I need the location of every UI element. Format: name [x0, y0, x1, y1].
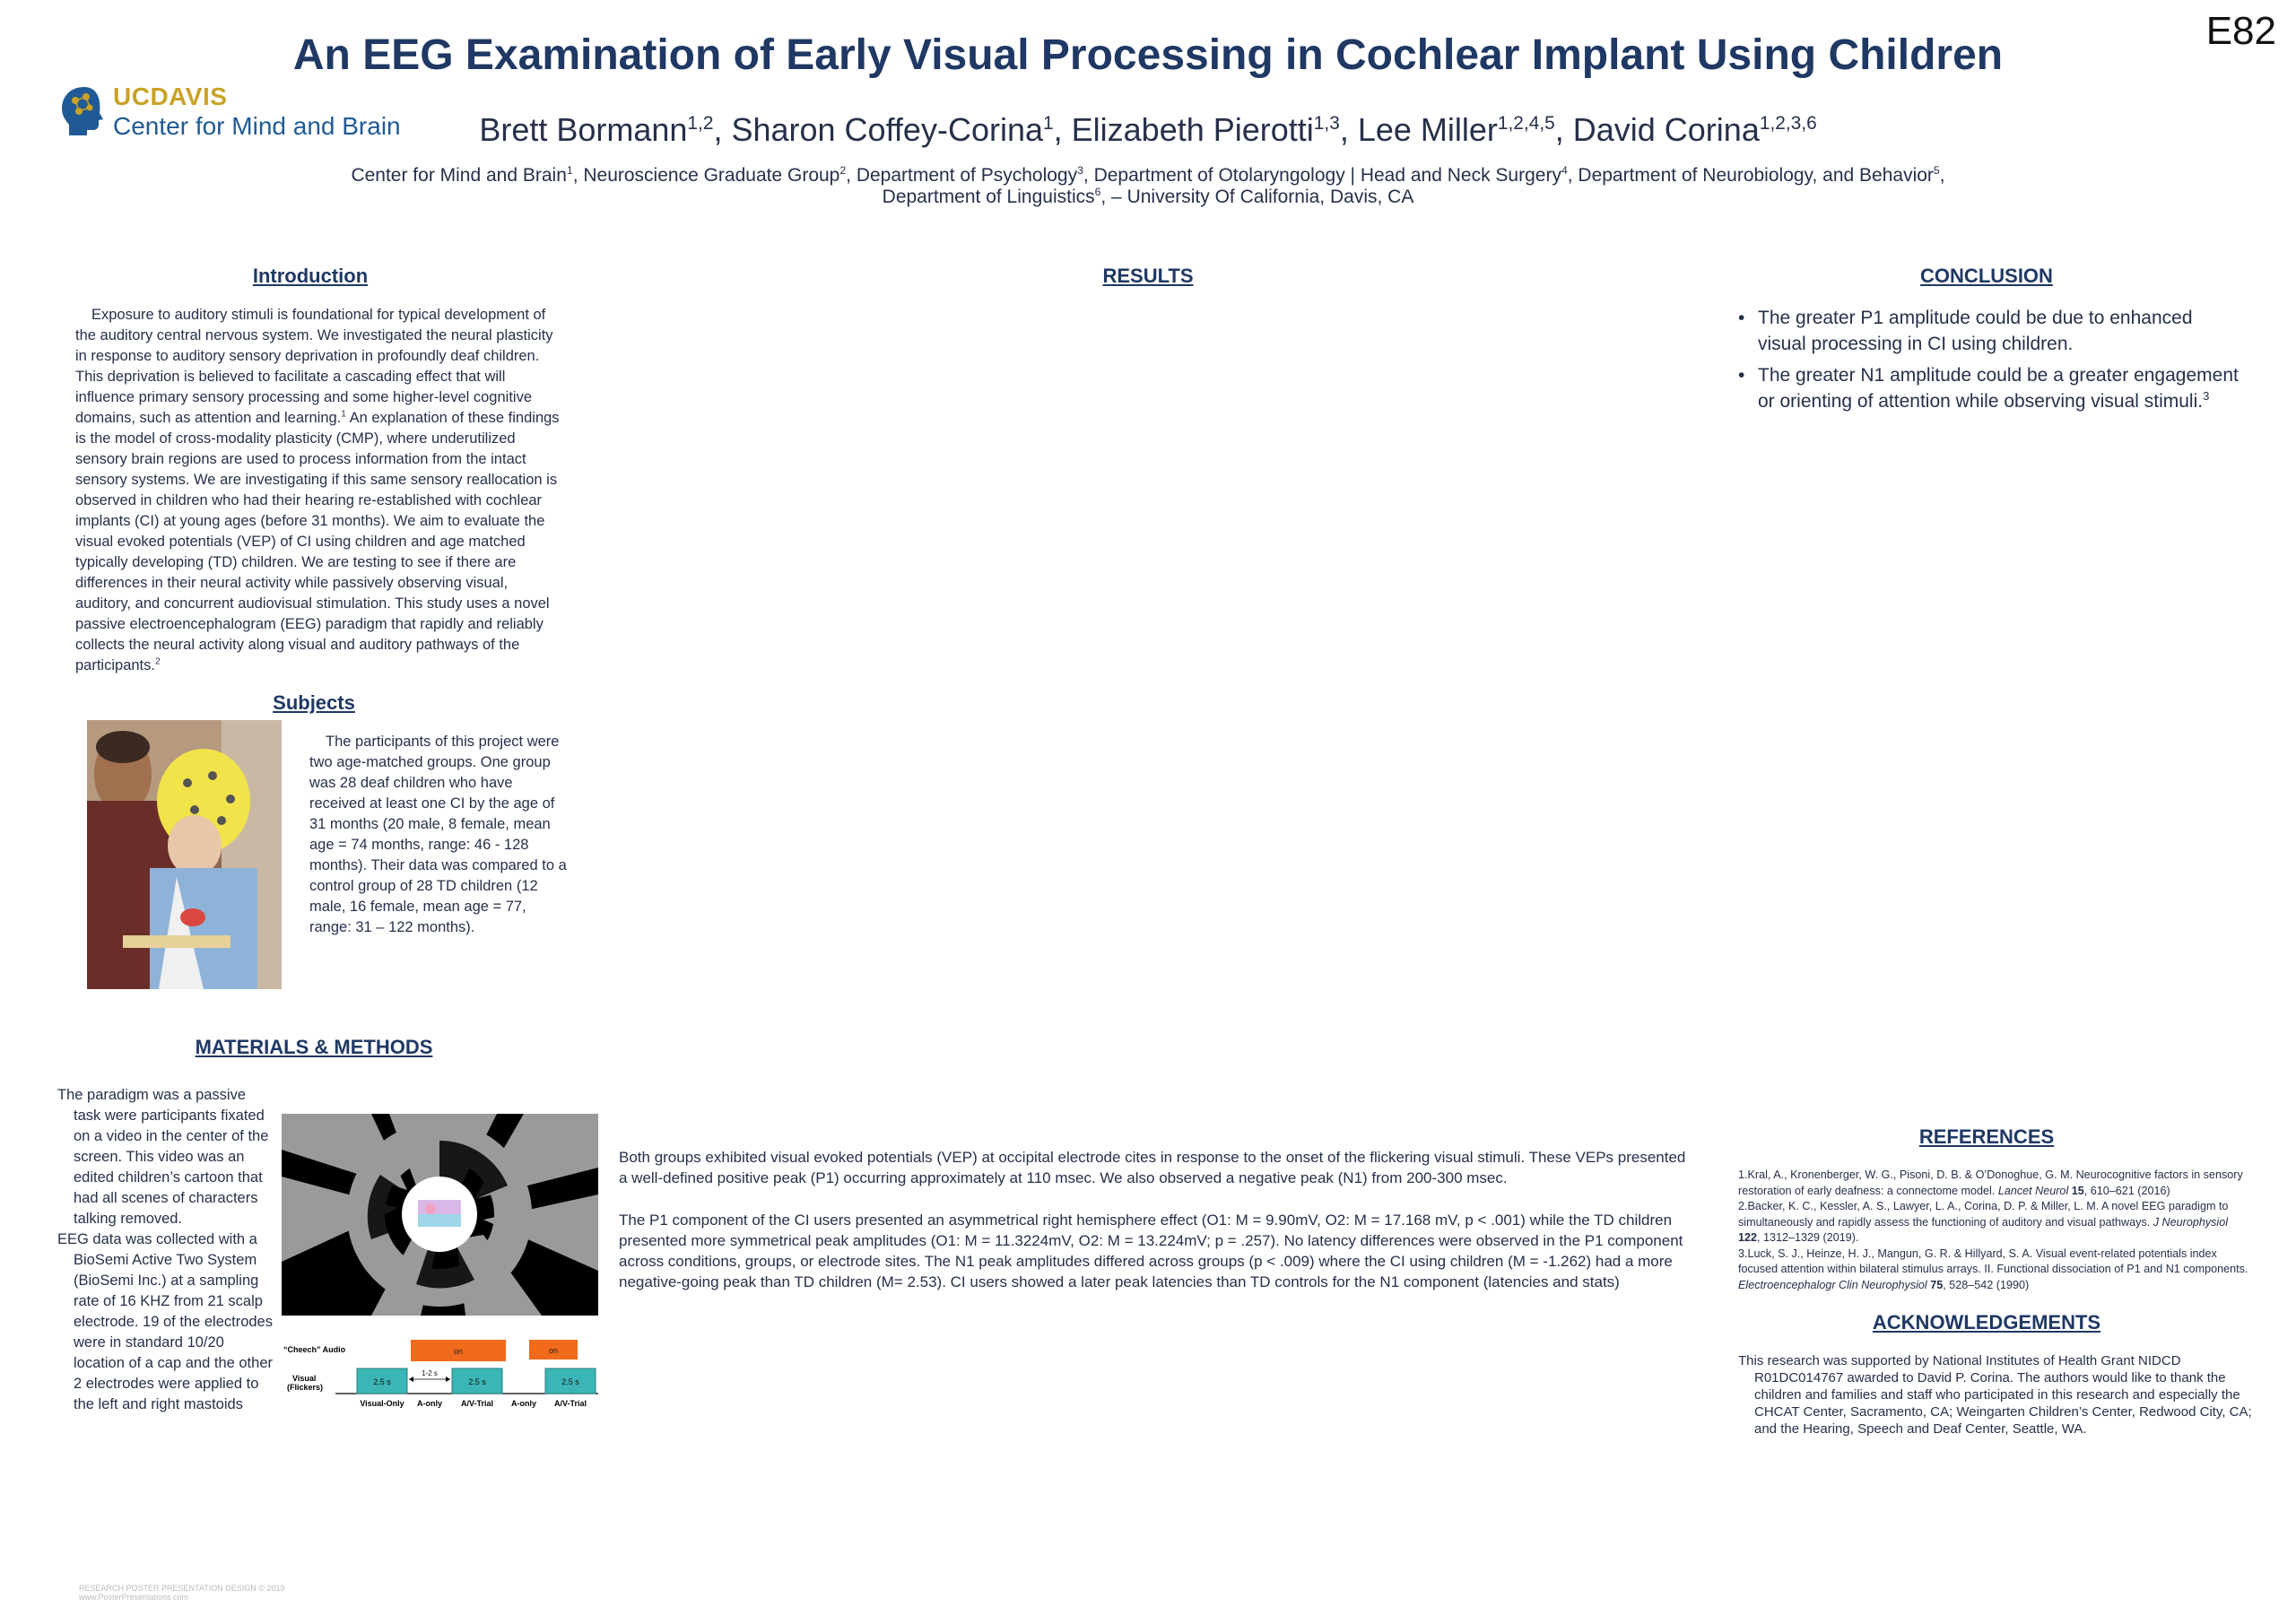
acknowledgements-text: This research was supported by National Institutes of Health Grant NIDCD R01DC014767 awarded to David P. Corina. The authors would like to thank the children and families and staff who participated in this research and especially the CHCAT Center, Sacramento, CA; Weingarten Children’s Center, Redwood City, CA; and the Hearing, Speech and Deaf Center, Seattle, WA.	[1738, 1353, 2252, 1437]
author-name: Sharon Coffey-Corina	[731, 111, 1043, 148]
methods-item: The paradigm was a passive task were participants fixated on a video in the center of the screen. This video was an edited children’s cartoon that had all scenes of characters talking removed.	[57, 1087, 269, 1227]
logo-wordmark: UCDAVIS	[113, 83, 228, 110]
poster-title: An EEG Examination of Early Visual Processing in Cochlear Implant Using Children	[292, 31, 2004, 79]
block-duration-label: 2.5 s	[373, 1377, 391, 1386]
author-affil: 1,2,3,6	[1759, 113, 1817, 134]
segment-label: A/V-Trial	[553, 1399, 587, 1408]
author-list: Brett Bormann$^{1,2}$, Sharon Coffey-Corina$^1$, Elizabeth Pierotti$^{1,3}$, Lee Miller$^{1,2,4,5}$, David Corina$^{1,2,3,6}$	[479, 111, 1817, 148]
references-heading: REFERENCES	[1918, 1125, 2055, 1148]
segment-label: A/V-Trial	[460, 1399, 494, 1408]
introduction-text: Exposure to auditory stimuli is foundational for typical development of the auditory central nervous system. We investigated the neural plasticity in response to auditory sensory deprivation in profoundly deaf children. This deprivation is believed to facilitate a cascading effect that will influence primary sensory processing and some higher-level cognitive domains, such as attention and learning.$^1$ An explanation of these findings is the model of cross-modality plasticity (CMP), where underutilized sensory brain regions are used to process information from the intact sensory systems. We are investigating if this same sensory reallocation is observed in children who had their hearing re-established with cochlear implants (CI) at young ages (before 31 months). We aim to evaluate the visual evoked potentials (VEP) of CI using children and age matched typically developing (TD) children. We are testing to see if there are differences in their neural activity while passively observing visual, auditory, and concurrent audiovisual stimulation. This study uses a novel passive electroencephalogram (EEG) paradigm that rapidly and reliably collects the neural activity along visual and auditory pathways of the participants.$^2$	[75, 307, 560, 673]
gap-duration-label: 1-2 s	[422, 1369, 438, 1377]
block-duration-label: 2.5 s	[468, 1377, 486, 1386]
segment-label: Visual-Only	[360, 1399, 404, 1408]
subjects-heading: Subjects	[273, 691, 355, 714]
participant-photo	[87, 720, 282, 989]
audio-on-label: on	[453, 1347, 464, 1356]
conclusion-list	[1738, 305, 2240, 420]
author-name: David Corina	[1572, 111, 1760, 148]
audio-on-label: on	[548, 1346, 559, 1355]
timeline-visual-sublabel: (Flickers)	[287, 1383, 324, 1392]
flicker-stimulus-figure	[282, 1114, 598, 1316]
author-affil: 1	[1043, 113, 1054, 134]
affiliations-line-2: Department of Linguistics$^6$, – University Of California, Davis, CA	[882, 186, 1414, 207]
poster-watermark: RESEARCH POSTER PRESENTATION DESIGN © 2019 www.PosterPresentations.com	[79, 1584, 285, 1602]
segment-label: A-only	[511, 1399, 536, 1408]
results-heading: RESULTS	[1102, 265, 1194, 287]
acknowledgements-heading: ACKNOWLEDGEMENTS	[1872, 1311, 2101, 1333]
methods-list	[57, 1085, 273, 1415]
introduction-heading: Introduction	[252, 265, 369, 287]
author-name: Brett Bormann	[479, 111, 688, 148]
author-affil: 1,2	[687, 113, 714, 134]
author-affil: 1,2,4,5	[1497, 113, 1555, 134]
results-paragraph: The P1 component of the CI users presented an asymmetrical right hemisphere effect (O1: M = 9.90mV, O2: M = 17.168 mV, p < .001) while the TD children presented more symmetrical peak amplitudes (O1: M = 11.3224mV, O2: M = 13.224mV; p = .257). No latency differences were observed in the P1 component across conditions, groups, or electrode sites. The N1 peak amplitudes differed across groups (p < .009) where the CI using children (M = -1.262) had a more negative-going peak than TD children (M= 2.53). CI users showed a later peak latencies than TD controls for the N1 component (latencies and stats)	[619, 1212, 1683, 1290]
methods-heading: MATERIALS & METHODS	[195, 1036, 433, 1058]
conclusion-item: • The greater P1 amplitude could be due to enhanced visual processing in CI using children.	[1738, 305, 2240, 357]
affiliations-line-1: Center for Mind and Brain$^1$, Neuroscience Graduate Group$^2$, Department of Psychology$^3$, Department of Otolaryngology | Head and Neck Surgery$^4$, Department of Neurobiology, and Behavior$^5$,	[351, 164, 1945, 186]
references-list	[1738, 1168, 2249, 1293]
affiliations	[0, 165, 2296, 208]
block-duration-label: 2.5 s	[561, 1377, 579, 1386]
timeline-audio-label: “Cheech” Audio	[283, 1345, 346, 1354]
author-name: Lee Miller	[1357, 111, 1498, 148]
results-paragraph: Both groups exhibited visual evoked potentials (VEP) at occipital electrode cites in response to the onset of the flickering visual stimuli. These VEPs presented a well-defined positive peak (P1) occurring approximately at 110 msec. We also observed a negative peak (N1) from 200-300 msec.	[619, 1149, 1686, 1186]
segment-label: A-only	[417, 1399, 442, 1408]
author-name: Elizabeth Pierotti	[1071, 111, 1314, 148]
logo-unit: Center for Mind and Brain	[113, 112, 401, 140]
conclusion-item: • The greater N1 amplitude could be a greater engagement or orienting of attention while observing visual stimuli.$^3$	[1738, 362, 2240, 414]
subjects-text: The participants of this project were two age-matched groups. One group was 28 deaf children who have received at least one CI by the age of 31 months (20 male, 8 female, mean age = 74 months, range: 46 - 128 months). Their data was compared to a control group of 28 TD children (12 male, 16 female, mean age = 77, range: 31 – 122 months).	[309, 734, 567, 935]
conclusion-heading: CONCLUSION	[1920, 265, 2053, 287]
author-affil: 1,3	[1313, 113, 1340, 134]
poster-id: E82	[2205, 9, 2276, 53]
results-text	[619, 1147, 1695, 1314]
reference-item: 1.Kral, A., Kronenberger, W. G., Pisoni, D. B. & O’Donoghue, G. M. Neurocognitive factors in sensory restoration of early deafness: a connectome model. Lancet Neurol 15, 610–621 (2016)	[1738, 1168, 2243, 1197]
reference-item: 3.Luck, S. J., Heinze, H. J., Mangun, G. R. & Hillyard, S. A. Visual event-related potentials index focused attention within bilateral stimulus arrays. II. Functional dissociation of P1 and N1 components. Electroencephalogr Clin Neurophysiol 75, 528–542 (1990)	[1738, 1247, 2248, 1291]
reference-item: 2.Backer, K. C., Kessler, A. S., Lawyer, L. A., Corina, D. P. & Miller, L. M. A novel EEG paradigm to simultaneously and rapidly assess the functioning of auditory and visual pathways. J Neurophysiol 122, 1312–1329 (2019).	[1738, 1200, 2229, 1244]
methods-item: EEG data was collected with a BioSemi Active Two System (BioSemi Inc.) at a sampling rate of 16 KHZ from 21 scalp electrode. 19 of the electrodes were in standard 10/20 location of a cap and the other 2 electrodes were applied to the left and right mastoids	[57, 1231, 273, 1412]
timeline-visual-label: Visual	[292, 1374, 317, 1383]
paradigm-timeline	[282, 1333, 598, 1422]
